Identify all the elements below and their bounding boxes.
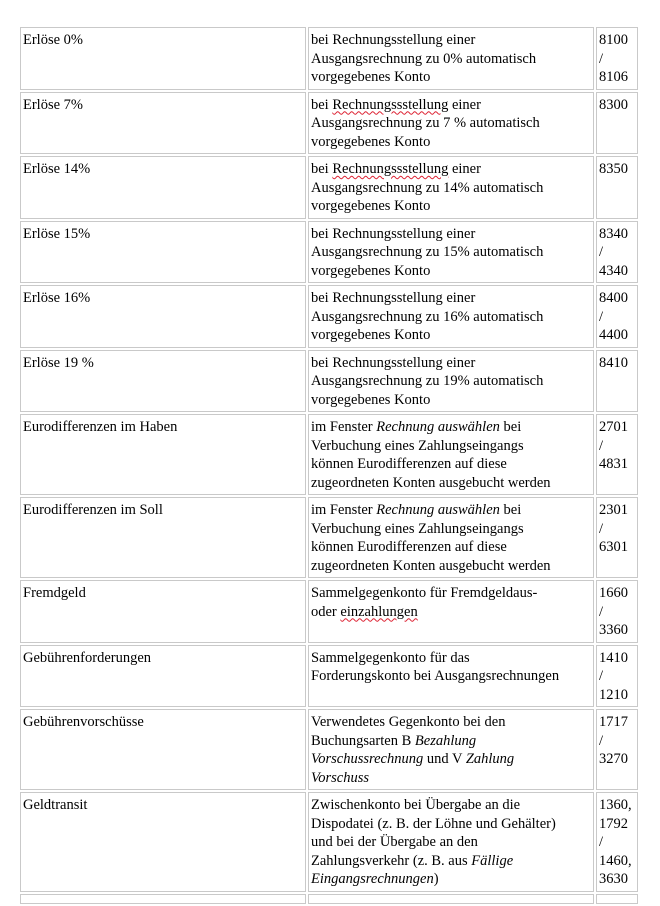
account-name: Geldtransit [23,797,88,813]
table-row [20,350,638,413]
description-line [311,133,591,152]
account-table-body [20,27,638,904]
description-line [311,437,591,456]
description-text: Forderungskonto bei Ausgangsrechnungen [311,668,560,684]
account-number: 1792 [599,815,628,832]
account-number-cell [596,92,638,155]
account-name: Erlöse 7% [23,96,83,113]
account-number: 3630 [599,871,628,887]
account-name: Erlöse 19 % [23,354,94,371]
account-number: / [599,308,604,325]
account-number: 2301 [599,502,628,518]
description-line [311,96,591,115]
description-text: einer [448,161,481,177]
account-number-cell [596,580,638,643]
description-line [311,713,591,732]
account-description-cell [308,709,594,790]
account-table [18,25,640,906]
description-line [311,833,591,852]
description-text: bei [499,502,522,518]
description-line [311,815,591,834]
empty-cell [20,894,306,904]
spellcheck-marked-word: Rechnungssstellung [332,161,449,177]
description-text: Verwendetes Gegenkonto bei den [311,714,506,730]
description-text: vorgegebenes Konto [311,391,431,408]
description-line [311,160,591,179]
account-number-cell [596,709,638,790]
italic-term: Rechnung auswählen [376,419,500,435]
description-text: können Eurodifferenzen auf diese [311,456,507,472]
account-number: / [599,244,604,260]
account-name: Fremdgeld [23,585,86,601]
account-number-cell [596,27,638,90]
description-line [311,584,591,603]
description-text: oder [311,603,341,620]
description-text: Verbuchung eines Zahlungseingangs [311,437,524,454]
account-number-cell [596,350,638,413]
account-name-cell [20,285,306,348]
account-description-cell [308,27,594,90]
table-row [20,792,638,892]
account-description-cell [308,414,594,495]
description-text: Ausgangsrechnung zu 7 % automatisch [311,115,540,131]
description-line [311,289,591,308]
description-line [311,750,591,769]
table-row [20,221,638,284]
description-line [311,391,591,410]
italic-term: Vorschussrechnung [311,751,424,767]
description-text: Verbuchung eines Zahlungseingangs [311,520,524,537]
italic-term: Eingangsrechnungen [311,871,434,887]
description-line [311,418,591,437]
account-name-cell [20,92,306,155]
description-line [311,603,591,622]
description-text: im Fenster [311,419,377,435]
account-number-cell [596,156,638,219]
description-text: zugeordneten Konten ausgebucht werden [311,474,551,491]
account-number: 3270 [599,751,628,767]
description-line [311,372,591,391]
account-description-cell [308,497,594,578]
description-text: vorgegebenes Konto [311,133,431,150]
account-name: Erlöse 0% [23,32,83,48]
description-text: und V [423,751,466,767]
account-number: 4831 [599,456,628,472]
account-description-cell [308,350,594,413]
account-name-cell [20,580,306,643]
description-line [311,225,591,244]
account-number: 8300 [599,96,628,113]
account-number: 8340 [599,225,628,242]
italic-term: Fällige [471,852,514,869]
description-line [311,114,591,133]
account-description-cell [308,580,594,643]
account-number: 8350 [599,161,628,177]
table-row [20,92,638,155]
account-name-cell [20,414,306,495]
description-text: Ausgangsrechnung zu 14% automatisch [311,179,544,196]
description-text: einer [448,96,481,113]
description-line [311,243,591,262]
spellcheck-marked-word: Rechnungssstellung [332,96,449,113]
account-name-cell [20,27,306,90]
description-text: Dispodatei (z. B. der Löhne und Gehälter) [311,815,556,832]
account-name-cell [20,497,306,578]
table-row [20,497,638,578]
description-line [311,667,591,686]
account-number-cell [596,285,638,348]
account-number: 8410 [599,354,628,371]
description-text: bei Rechnungsstellung einer [311,354,476,371]
account-number: 4340 [599,262,628,279]
italic-term: Vorschuss [311,769,370,786]
description-text: und bei der Übergabe an den [311,834,478,850]
table-row [20,27,638,90]
account-name-cell [20,645,306,708]
description-line [311,870,591,889]
description-text: bei [311,96,333,113]
document-page [20,27,638,904]
account-name: Erlöse 15% [23,225,91,242]
account-name-cell [20,709,306,790]
description-text: Ausgangsrechnung zu 15% automatisch [311,244,544,260]
account-number: 1460, [599,852,632,869]
table-row-cutoff [20,894,638,904]
account-number: / [599,520,604,537]
description-line [311,262,591,281]
description-text: bei [499,419,522,435]
table-row [20,580,638,643]
account-number: 8400 [599,290,628,306]
account-description-cell [308,92,594,155]
account-number-cell [596,497,638,578]
account-number: 4400 [599,327,628,343]
description-text: Sammelgegenkonto für Fremdgeldaus- [311,585,538,601]
account-number: 6301 [599,539,628,555]
description-line [311,455,591,474]
description-line [311,520,591,539]
account-number: 3360 [599,622,628,638]
account-number: 1660 [599,585,628,601]
account-description-cell [308,285,594,348]
description-text: bei Rechnungsstellung einer [311,290,476,306]
description-line [311,501,591,520]
account-description-cell [308,221,594,284]
account-name: Gebührenvorschüsse [23,714,144,730]
description-text: bei [311,161,333,177]
description-line [311,852,591,871]
account-number: 1210 [599,686,628,703]
account-name-cell [20,156,306,219]
account-name-cell [20,221,306,284]
account-number-cell [596,221,638,284]
description-line [311,732,591,751]
description-line [311,538,591,557]
account-name-cell [20,792,306,892]
account-name: Eurodifferenzen im Haben [23,419,178,435]
description-text: Zahlungsverkehr (z. B. aus [311,852,472,869]
table-row [20,414,638,495]
account-description-cell [308,792,594,892]
description-text: ) [433,871,439,887]
description-text: vorgegebenes Konto [311,327,431,343]
italic-term: Rechnung auswählen [376,502,500,518]
description-line [311,354,591,373]
account-number: / [599,603,604,620]
account-number: 1717 [599,714,628,730]
account-name: Erlöse 16% [23,290,91,306]
table-row [20,709,638,790]
account-name: Erlöse 14% [23,161,91,177]
description-line [311,474,591,493]
description-text: Ausgangsrechnung zu 0% automatisch [311,50,537,67]
account-number: / [599,834,604,850]
account-number: 8100 [599,32,628,48]
description-text: bei Rechnungsstellung einer [311,32,476,48]
account-number: 2701 [599,419,628,435]
account-name: Eurodifferenzen im Soll [23,502,163,518]
italic-term: Zahlung [465,751,515,767]
account-number: / [599,668,604,684]
description-line [311,197,591,216]
account-name-cell [20,350,306,413]
empty-cell [596,894,638,904]
description-line [311,50,591,69]
account-description-cell [308,645,594,708]
empty-cell [308,894,594,904]
description-line [311,31,591,50]
description-text: Sammelgegenkonto für das [311,649,470,666]
table-row [20,645,638,708]
description-line [311,326,591,345]
description-line [311,796,591,815]
account-number: 8106 [599,69,628,85]
description-text: können Eurodifferenzen auf diese [311,539,507,555]
table-row [20,156,638,219]
account-description-cell [308,156,594,219]
description-line [311,557,591,576]
spellcheck-marked-word: einzahlungen [340,603,418,620]
account-number-cell [596,792,638,892]
description-line [311,769,591,788]
account-name: Gebührenforderungen [23,649,152,666]
description-text: Ausgangsrechnung zu 16% automatisch [311,308,544,325]
table-row [20,285,638,348]
account-number: 1360, [599,797,632,813]
description-text: im Fenster [311,502,377,518]
description-text: Buchungsarten B [311,732,415,749]
description-text: vorgegebenes Konto [311,262,431,279]
italic-term: Bezahlung [414,732,477,749]
account-number-cell [596,414,638,495]
description-line [311,179,591,198]
description-text: bei Rechnungsstellung einer [311,225,476,242]
account-number: / [599,437,604,454]
description-text: zugeordneten Konten ausgebucht werden [311,557,551,574]
account-number: / [599,50,604,67]
description-line [311,68,591,87]
account-number: / [599,732,604,749]
description-line [311,649,591,668]
description-line [311,308,591,327]
description-text: Ausgangsrechnung zu 19% automatisch [311,373,544,389]
description-text: vorgegebenes Konto [311,198,431,214]
description-text: Zwischenkonto bei Übergabe an die [311,797,521,813]
account-number-cell [596,645,638,708]
description-text: vorgegebenes Konto [311,69,431,85]
account-number: 1410 [599,649,628,666]
